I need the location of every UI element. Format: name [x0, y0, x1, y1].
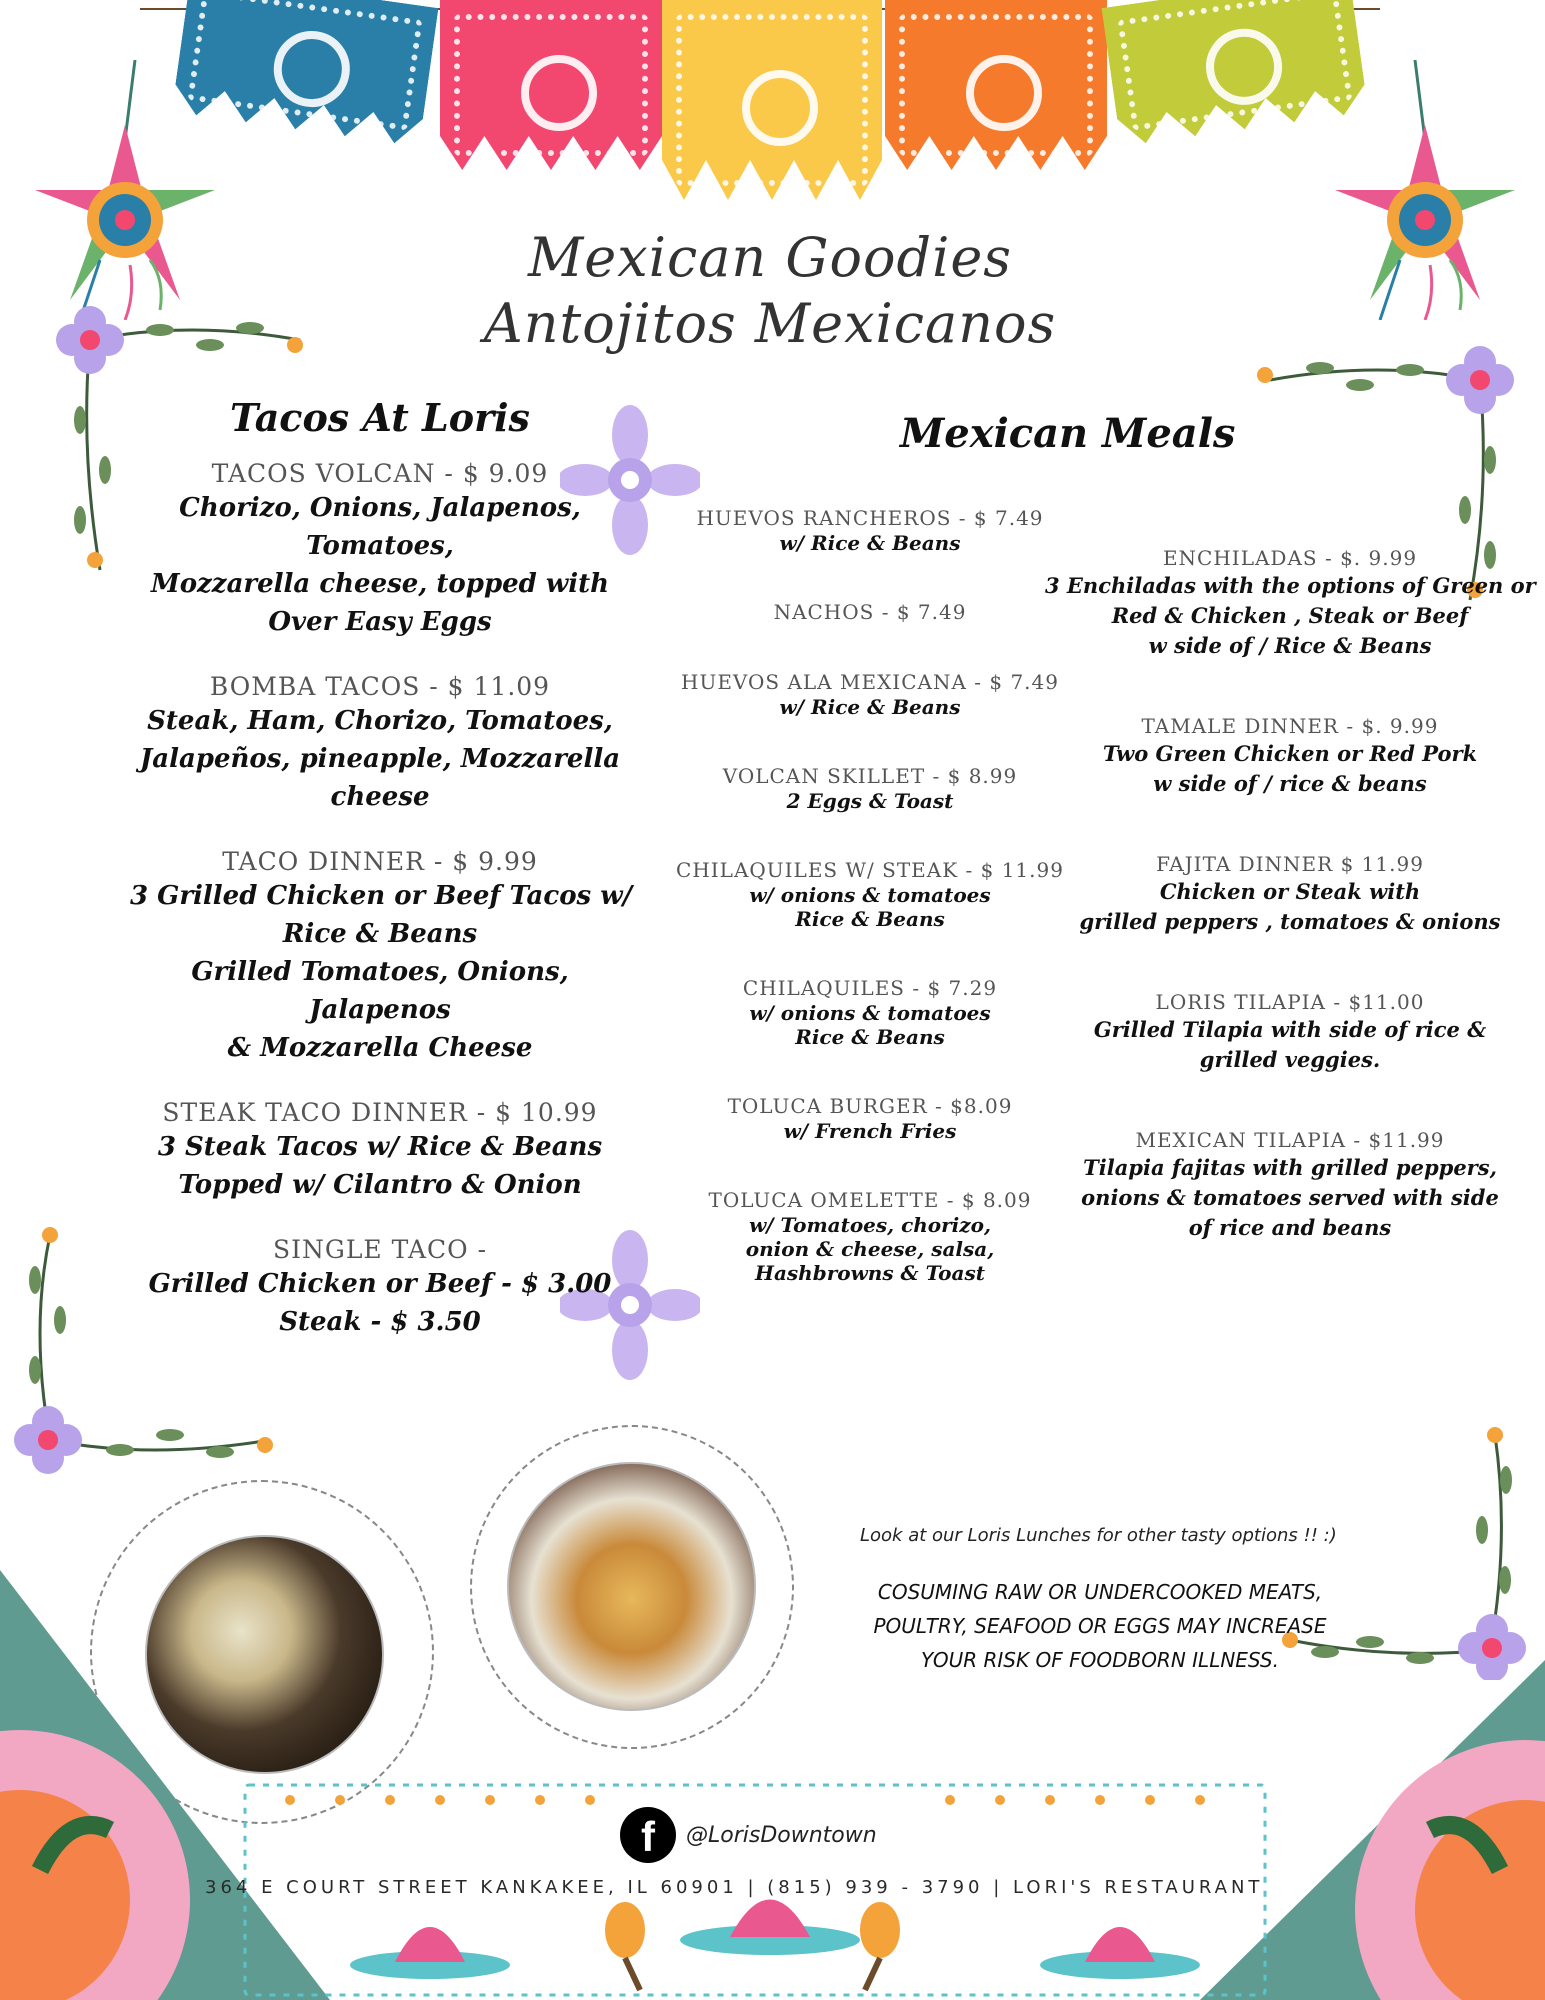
- menu-item-description: w/ Tomatoes, chorizo,: [749, 1213, 991, 1237]
- menu-item-description: w/ Rice & Beans: [779, 531, 961, 555]
- menu-item-description: w/ onions & tomatoes: [749, 1001, 991, 1025]
- menu-item-description: Rice & Beans: [795, 1025, 945, 1049]
- menu-item-description: cheese: [330, 782, 430, 812]
- menu-item-name: HUEVOS ALA MEXICANA - $ 7.49: [681, 670, 1059, 694]
- menu-item: [130, 1234, 630, 1341]
- menu-item: [650, 599, 1090, 625]
- menu-item: [650, 1187, 1090, 1285]
- menu-item: [130, 671, 630, 816]
- menu-item: [650, 1093, 1090, 1143]
- menu-item-name: VOLCAN SKILLET - $ 8.99: [722, 764, 1018, 788]
- menu-item-description: Tilapia fajitas with grilled peppers,: [1083, 1155, 1497, 1180]
- menu-item-description: Hashbrowns & Toast: [755, 1261, 985, 1285]
- menu-item-name: TOLUCA OMELETTE - $ 8.09: [708, 1188, 1032, 1212]
- menu-item-description: w/ onions & tomatoes: [749, 883, 991, 907]
- menu-item-description: Jalapeños, pineapple, Mozzarella: [139, 744, 621, 774]
- menu-item: [1045, 989, 1535, 1075]
- menu-item-name: BOMBA TACOS - $ 11.09: [209, 672, 551, 701]
- menu-item-description: Rice & Beans: [282, 919, 478, 949]
- title-line-2: Antojitos Mexicanos: [483, 292, 1057, 355]
- sombrero-icon: [350, 1900, 1200, 1980]
- menu-item: [650, 857, 1090, 931]
- menu-item-description: Jalapenos: [309, 995, 451, 1025]
- banner-flag-yellow: [662, 0, 882, 200]
- menu-item-name: CHILAQUILES W/ STEAK - $ 11.99: [676, 858, 1064, 882]
- tacos-list: [130, 458, 633, 1341]
- menu-item-description: Two Green Chicken or Red Pork: [1102, 741, 1478, 766]
- title-line-1: Mexican Goodies: [527, 226, 1013, 289]
- menu-item-name: TOLUCA BURGER - $8.09: [727, 1094, 1013, 1118]
- menu-item-description: 2 Eggs & Toast: [786, 789, 954, 813]
- menu-item-description: grilled peppers , tomatoes & onions: [1079, 909, 1501, 934]
- menu-item-description: w side of / Rice & Beans: [1148, 633, 1432, 658]
- banner-flag-pink: [440, 0, 662, 170]
- menu-item: [130, 458, 630, 641]
- menu-item: [650, 505, 1090, 555]
- menu-item-description: w/ Rice & Beans: [779, 695, 961, 719]
- menu-item-description: Chicken or Steak with: [1159, 879, 1421, 904]
- facebook-link[interactable]: [620, 1805, 877, 1865]
- menu-item-name: NACHOS - $ 7.49: [773, 600, 967, 624]
- menu-item: [130, 846, 633, 1067]
- menu-item-name: TAMALE DINNER - $. 9.99: [1141, 714, 1439, 738]
- menu-item-name: MEXICAN TILAPIA - $11.99: [1135, 1128, 1445, 1152]
- warning-line: YOUR RISK OF FOODBORN ILLNESS.: [921, 1648, 1279, 1672]
- menu-item: [1045, 545, 1535, 661]
- menu-item-description: Over Easy Eggs: [268, 607, 492, 637]
- menu-item-name: TACO DINNER - $ 9.99: [222, 847, 538, 876]
- menu-item-description: Grilled Chicken or Beef - $ 3.00: [148, 1269, 612, 1299]
- meals-heading: Mexican Meals: [900, 410, 1236, 457]
- menu-item-name: STEAK TACO DINNER - $ 10.99: [162, 1098, 598, 1127]
- pinata-star-icon: [1310, 60, 1540, 320]
- menu-item: [650, 669, 1090, 719]
- tacos-heading: Tacos At Loris: [230, 395, 530, 440]
- menu-item-description: Chorizo, Onions, Jalapenos,: [179, 493, 581, 523]
- menu-item: [1045, 1127, 1535, 1243]
- menu-item-description: 3 Enchiladas with the options of Green or: [1045, 573, 1536, 598]
- menu-item-name: ENCHILADAS - $. 9.99: [1162, 546, 1418, 570]
- menu-item-description: 3 Grilled Chicken or Beef Tacos w/: [130, 881, 633, 911]
- menu-item-name: LORIS TILAPIA - $11.00: [1155, 990, 1425, 1014]
- lunch-note: Look at our Loris Lunches for other tasty options !! :): [860, 1525, 1337, 1546]
- menu-item: [1045, 851, 1535, 937]
- banner-flag-orange: [885, 0, 1107, 170]
- facebook-handle: @LorisDowntown: [686, 1822, 877, 1848]
- menu-item-description: Rice & Beans: [795, 907, 945, 931]
- pinata-star-icon: [10, 60, 240, 320]
- menu-item-description: Topped w/ Cilantro & Onion: [178, 1170, 582, 1200]
- menu-title: [420, 225, 1120, 357]
- menu-item-name: TACOS VOLCAN - $ 9.09: [211, 459, 549, 488]
- menu-item-description: Grilled Tilapia with side of rice &: [1093, 1017, 1487, 1042]
- menu-item-name: HUEVOS RANCHEROS - $ 7.49: [696, 506, 1044, 530]
- menu-item-description: Mozzarella cheese, topped with: [150, 569, 610, 599]
- menu-item-description: Tomatoes,: [306, 531, 454, 561]
- menu-item-description: Grilled Tomatoes, Onions,: [191, 957, 569, 987]
- menu-item: [130, 1097, 630, 1204]
- warning-line: COSUMING RAW OR UNDERCOOKED MEATS,: [877, 1580, 1323, 1604]
- facebook-icon: f: [620, 1807, 676, 1863]
- menu-item: [650, 763, 1090, 813]
- menu-item-description: Steak, Ham, Chorizo, Tomatoes,: [147, 706, 613, 736]
- menu-item-description: Red & Chicken , Steak or Beef: [1111, 603, 1469, 628]
- menu-item: [650, 975, 1090, 1049]
- menu-item-description: onion & cheese, salsa,: [745, 1237, 995, 1261]
- menu-item-description: of rice and beans: [1188, 1215, 1392, 1240]
- bottom-folk-decoration: [0, 1570, 1545, 2000]
- menu-item-name: FAJITA DINNER $ 11.99: [1156, 852, 1424, 876]
- menu-item-description: onions & tomatoes served with side: [1081, 1185, 1499, 1210]
- menu-item-description: grilled veggies.: [1199, 1047, 1381, 1072]
- menu-item-name: CHILAQUILES - $ 7.29: [742, 976, 998, 1000]
- address-line: 364 E COURT STREET KANKAKEE, IL 60901 | (815) 939 - 3790 | LORI'S RESTAURANT: [205, 1877, 1264, 1898]
- meals-middle-list: [650, 505, 1090, 1329]
- tacos-section: [130, 395, 633, 1371]
- menu-item-description: w side of / rice & beans: [1153, 771, 1427, 796]
- menu-item-description: & Mozzarella Cheese: [227, 1033, 533, 1063]
- menu-item-description: w/ French Fries: [783, 1119, 957, 1143]
- meals-right-list: [1045, 545, 1535, 1295]
- menu-item-description: 3 Steak Tacos w/ Rice & Beans: [157, 1132, 603, 1162]
- warning-line: POULTRY, SEAFOOD OR EGGS MAY INCREASE: [873, 1614, 1327, 1638]
- menu-item-name: SINGLE TACO -: [272, 1235, 488, 1264]
- menu-item-description: Steak - $ 3.50: [279, 1307, 481, 1337]
- menu-item: [1045, 713, 1535, 799]
